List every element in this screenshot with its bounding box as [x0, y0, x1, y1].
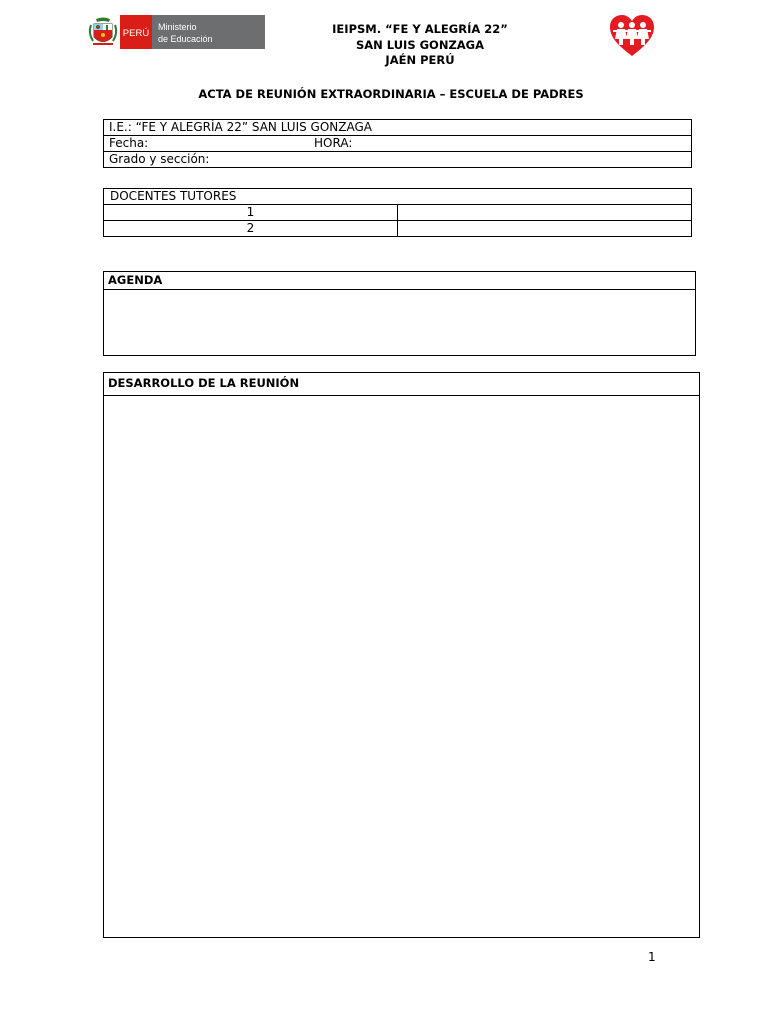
header-school-name: IEIPSM. “FE Y ALEGRÍA 22” [332, 22, 508, 36]
table-row [104, 189, 692, 205]
row-number: 1 [104, 205, 398, 221]
date-time-cell [104, 136, 692, 152]
heart-logo-graphic [609, 14, 655, 58]
teachers-table [103, 188, 692, 237]
ie-cell: I.E.: “FE Y ALEGRÍA 22” SAN LUIS GONZAGA [104, 120, 692, 136]
logo-line1-text: Ministerio [158, 22, 197, 32]
page-number: 1 [648, 950, 656, 964]
teacher-name-cell [398, 221, 692, 237]
meeting-development-section [103, 372, 700, 938]
logo-country-text: PERÚ [122, 28, 150, 39]
header-location: JAÉN PERÚ [385, 53, 455, 67]
document-title: ACTA DE REUNIÓN EXTRAORDINARIA – ESCUELA DE PADRES [198, 87, 584, 101]
logo-line2-text: de Educación [158, 34, 213, 44]
teacher-name-cell [398, 205, 692, 221]
coat-of-arms-icon [90, 18, 116, 45]
header-school-subtitle: SAN LUIS GONZAGA [355, 38, 485, 52]
table-row [104, 120, 692, 136]
agenda-header: AGENDA [104, 272, 695, 290]
grado-cell: Grado y sección: [104, 152, 692, 168]
table-row [104, 221, 692, 237]
ministry-logo-graphic [86, 15, 265, 49]
table-row [104, 136, 692, 152]
table-row [104, 205, 692, 221]
ministry-of-education-logo [86, 15, 265, 49]
agenda-section [103, 271, 696, 356]
children-hearts-logo-icon [609, 14, 655, 58]
table-row [104, 152, 692, 168]
fecha-label: Fecha: [109, 136, 149, 150]
development-header: DESARROLLO DE LA REUNIÓN [104, 373, 699, 396]
school-info-table [103, 119, 692, 168]
teachers-header: DOCENTES TUTORES [104, 189, 692, 205]
hora-label: HORA: [314, 136, 353, 150]
row-number: 2 [104, 221, 398, 237]
